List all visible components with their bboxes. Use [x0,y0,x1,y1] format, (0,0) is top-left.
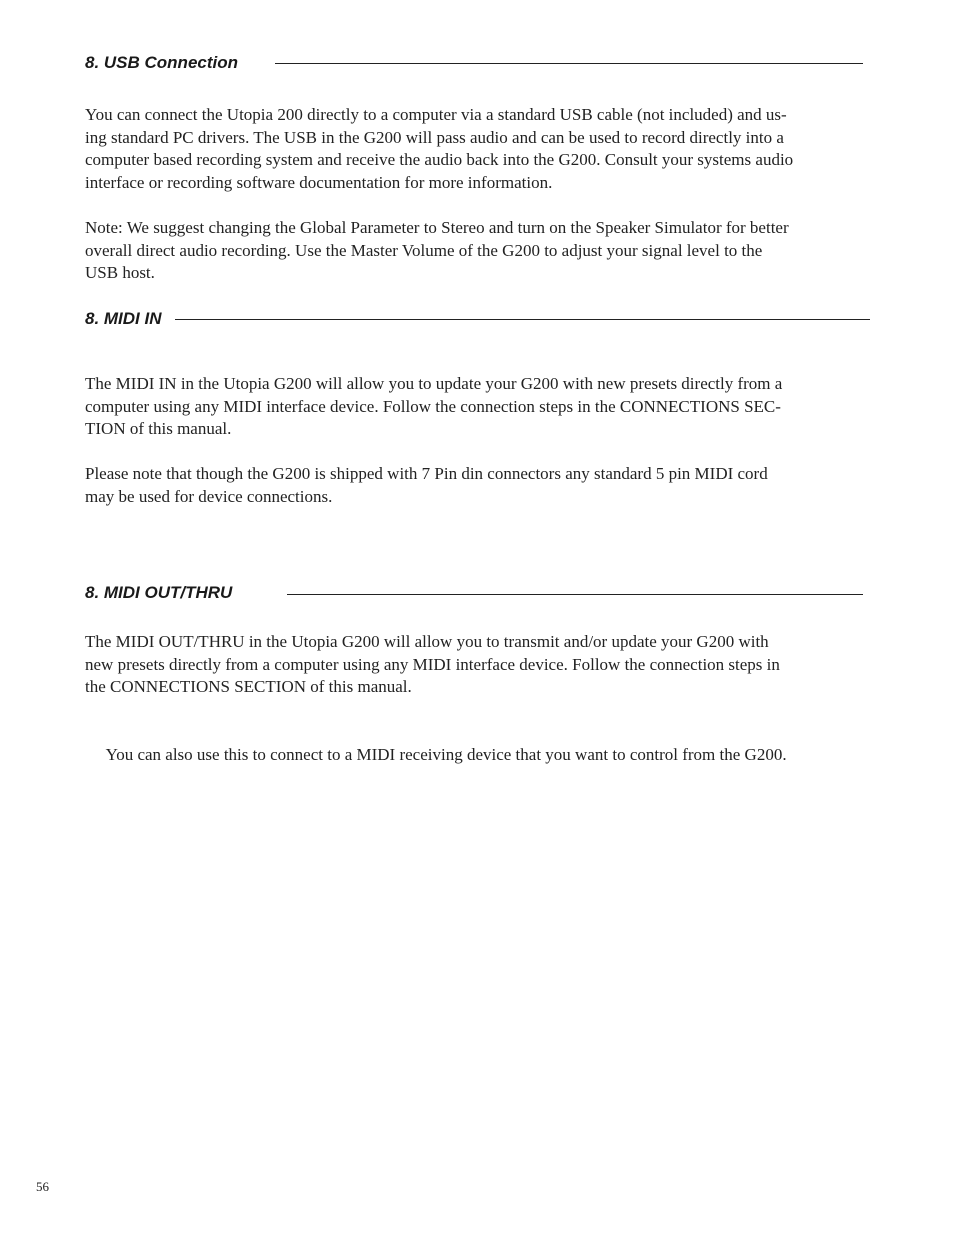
heading-text: 8. MIDI IN [85,309,162,328]
midi-out-paragraph-1: The MIDI OUT/THRU in the Utopia G200 will allow you to transmit and/or update your G200 with new presets directly from a computer using any MIDI interface device. Follow the connection steps in the CONNECTIONS SECTION of this manual. [85,632,780,697]
midi-out-paragraph-2: You can also use this to connect to a MIDI receiving device that you want to control from the G200. [102,744,787,764]
heading-text: 8. USB Connection [85,53,239,72]
heading-rule [275,63,863,64]
page-number: 56 [36,1179,49,1194]
midi-in-paragraph-1: The MIDI IN in the Utopia G200 will allow you to update your G200 with new presets directly from a computer using any MIDI interface device. Follow the connection steps in the CONNECTIONS SEC- TION of this manual. [85,374,783,439]
midi-in-paragraph-2: Please note that though the G200 is shipped with 7 Pin din connectors any standard 5 pin MIDI cord may be used for device connections. [85,464,768,506]
section-heading-usb-connection [85,52,863,74]
section-heading-midi-out-thru [85,582,863,604]
section-heading-midi-in [85,308,870,330]
usb-paragraph-1: You can connect the Utopia 200 directly to a computer via a standard USB cable (not included) and us- ing standard PC drivers. The USB in the G200 will pass audio and can be used to record directly into a computer based recording system and receive the audio back into the G200. Consult your systems audio interface or recording software documentation for more information. [85,105,794,192]
heading-rule [175,319,870,320]
heading-text: 8. MIDI OUT/THRU [85,583,233,602]
heading-rule [287,594,863,595]
usb-paragraph-2: Note: We suggest changing the Global Parameter to Stereo and turn on the Speaker Simulator for better overall direct audio recording. Use the Master Volume of the G200 to adjust your signal level to the USB host. [85,218,789,283]
